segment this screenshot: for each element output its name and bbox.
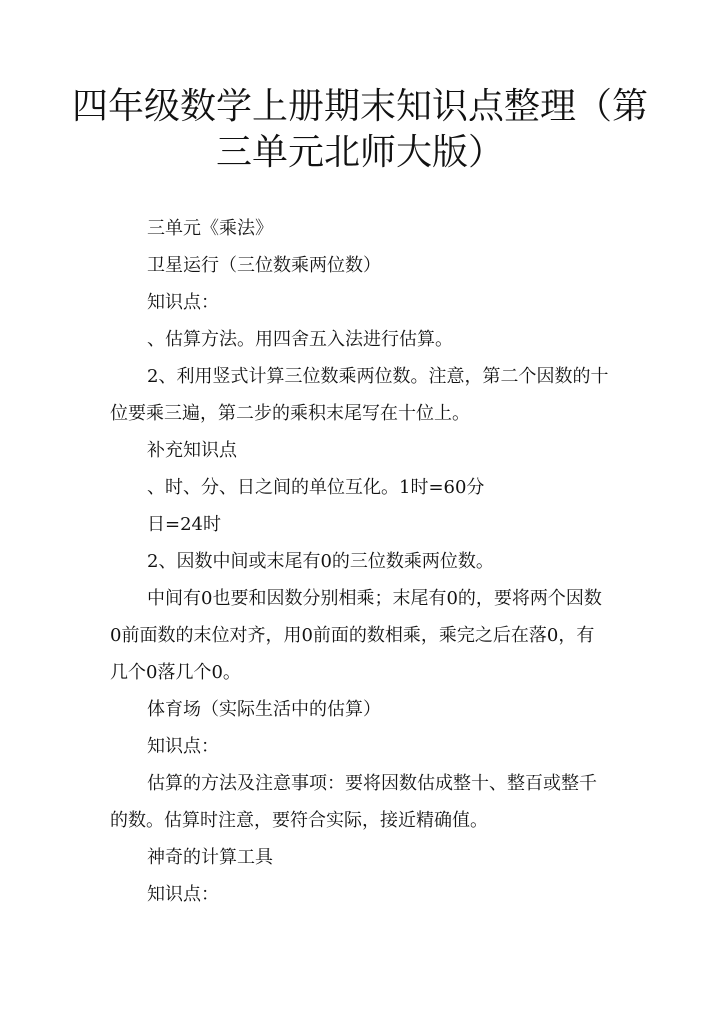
document-title: 四年级数学上册期末知识点整理（第三单元北师大版）: [71, 86, 648, 173]
paragraph-unit-heading: 三单元《乘法》: [147, 218, 273, 239]
paragraph-knowledge-label-2: 知识点：: [147, 736, 219, 757]
paragraph-knowledge-label-3: 知识点：: [147, 884, 219, 905]
paragraph-section-tools: 神奇的计算工具: [147, 847, 273, 868]
paragraph-section-stadium: 体育场（实际生活中的估算）: [147, 699, 381, 720]
paragraph-zero-rules: 中间有0也要和因数分别相乘；末尾有0的，要将两个因数0前面数的末位对齐，用0前面的数相乘，乘完之后在落0，有几个0落几个0。: [110, 588, 602, 683]
paragraph-supplement-label: 补充知识点: [147, 440, 237, 461]
paragraph-zero-factors: 2、因数中间或末尾有0的三位数乘两位数。: [147, 551, 494, 572]
paragraph-estimation-method: 、估算方法。用四舍五入法进行估算。: [147, 329, 453, 350]
paragraph-vertical-calculation: 2、利用竖式计算三位数乘两位数。注意，第二个因数的十位要乘三遍，第二步的乘积末尾写在十位上。: [110, 366, 609, 424]
paragraph-time-conversion: 、时、分、日之间的单位互化。1时=60分: [147, 477, 485, 498]
document-body: [0, 210, 720, 913]
paragraph-knowledge-label: 知识点：: [147, 292, 219, 313]
paragraph-section-satellite: 卫星运行（三位数乘两位数）: [147, 255, 381, 276]
paragraph-day-hours: 日=24时: [147, 514, 221, 535]
paragraph-estimation-notes: 估算的方法及注意事项：要将因数估成整十、整百或整千的数。估算时注意，要符合实际，接近精确值。: [110, 773, 597, 831]
